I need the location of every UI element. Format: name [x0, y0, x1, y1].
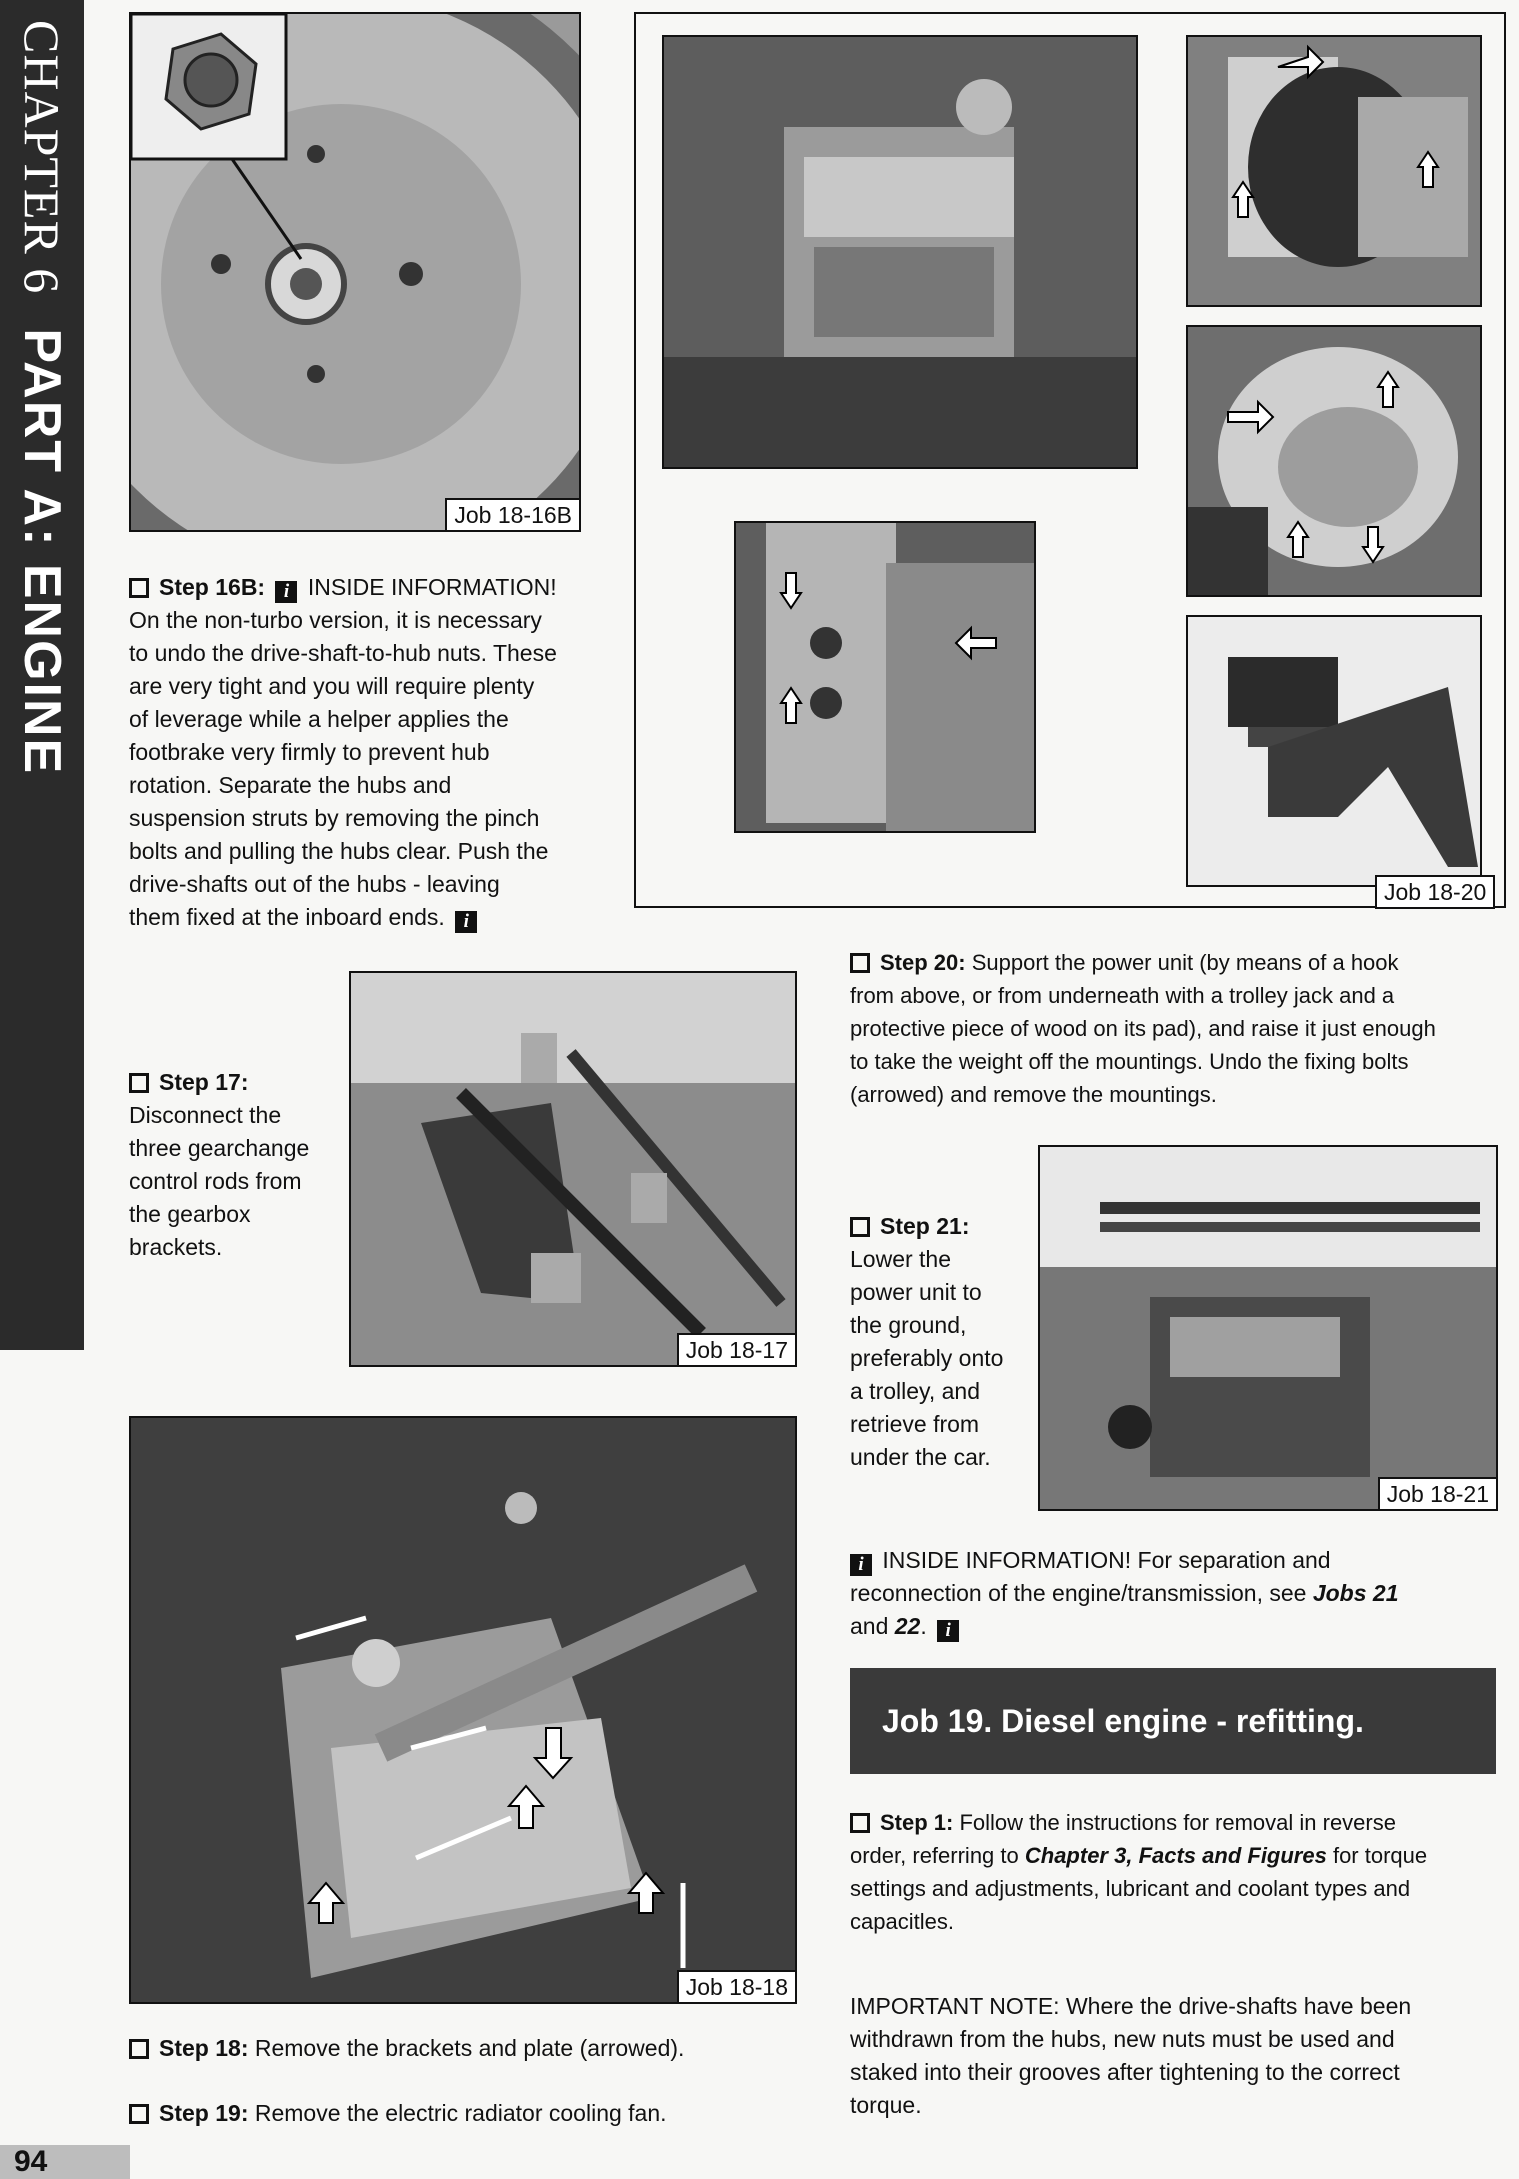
checkbox-icon[interactable]	[129, 2104, 149, 2124]
section-heading-job-19: Job 19. Diesel engine - refitting.	[850, 1668, 1496, 1774]
chapter-side-tab	[0, 0, 84, 1350]
step-19: Step 19: Remove the electric radiator cooling fan.	[129, 2097, 829, 2130]
checkbox-icon[interactable]	[850, 1813, 870, 1833]
part-label: PART A: ENGINE	[13, 328, 71, 776]
step-label: Step 17:	[159, 1069, 249, 1095]
photo-engine-bay	[662, 35, 1138, 469]
caption-job-18-21: Job 18-21	[1378, 1477, 1496, 1509]
checkbox-icon[interactable]	[129, 578, 149, 598]
caption-job-18-20: Job 18-20	[1375, 875, 1495, 909]
photo-mounting-bottom-left	[734, 521, 1036, 833]
checkbox-icon[interactable]	[850, 1217, 870, 1237]
step-16b: Step 16B: i INSIDE INFORMATION! On the non-turbo version, it is necessary to undo the drive-shaft-to-hub nuts. These are very tight and you will require plenty of leverage while a helper applies the footbrake very firmly to prevent hub rotation. Separate the hubs and suspension struts by removing the pinch bolts and pulling the hubs clear. Push the drive-shafts out of the hubs - leaving them fixed at the inboard ends. i	[129, 574, 557, 932]
page-number-tab	[0, 2145, 130, 2179]
photo-mounting-top	[1186, 35, 1482, 307]
info-icon: i	[275, 581, 297, 603]
photo-job-18-17	[349, 971, 797, 1367]
step-label: Step 16B:	[159, 574, 266, 600]
caption-job-18-17: Job 18-17	[677, 1333, 795, 1365]
inside-information-note: i INSIDE INFORMATION! For separation and reconnection of the engine/transmission, see Jobs 21 and 22. i	[850, 1547, 1399, 1641]
chapter-label: CHAPTER 6	[14, 20, 70, 295]
info-icon: i	[937, 1620, 959, 1642]
checkbox-icon[interactable]	[129, 2039, 149, 2059]
photo-job-18-16b	[129, 12, 581, 532]
step-1: Step 1: Follow the instructions for removal in reverse order, referring to Chapter 3, Facts and Figures for torque settings and adjustments, lubricant and coolant types and capacitles.	[850, 1810, 1428, 1934]
step-21: Step 21: Lower the power unit to the ground, preferably onto a trolley, and retrieve from under the car.	[850, 1213, 1004, 1470]
photo-job-18-21	[1038, 1145, 1498, 1511]
step-17: Step 17: Disconnect the three gearchange control rods from the gearbox brackets.	[129, 1069, 310, 1260]
info-icon: i	[850, 1554, 872, 1576]
photo-mounting-bracket	[1186, 615, 1482, 887]
caption-job-18-16b: Job 18-16B	[445, 498, 579, 530]
step-18: Step 18: Remove the brackets and plate (arrowed).	[129, 2032, 829, 2065]
page-number: 94	[14, 2145, 48, 2178]
photo-job-18-18	[129, 1416, 797, 2004]
info-icon: i	[455, 911, 477, 933]
checkbox-icon[interactable]	[850, 953, 870, 973]
checkbox-icon[interactable]	[129, 1073, 149, 1093]
photo-mounting-middle	[1186, 325, 1482, 597]
important-note: IMPORTANT NOTE: Where the drive-shafts have been withdrawn from the hubs, new nuts must be used and staked into their grooves after tightening to the correct torque.	[850, 1993, 1412, 2118]
step-20: Step 20: Support the power unit (by means of a hook from above, or from underneath with a trolley jack and a protective piece of wood on its pad), and raise it just enough to take the weight off the mountings. Undo the fixing bolts (arrowed) and remove the mountings.	[850, 950, 1436, 1107]
caption-job-18-18: Job 18-18	[677, 1970, 795, 2002]
